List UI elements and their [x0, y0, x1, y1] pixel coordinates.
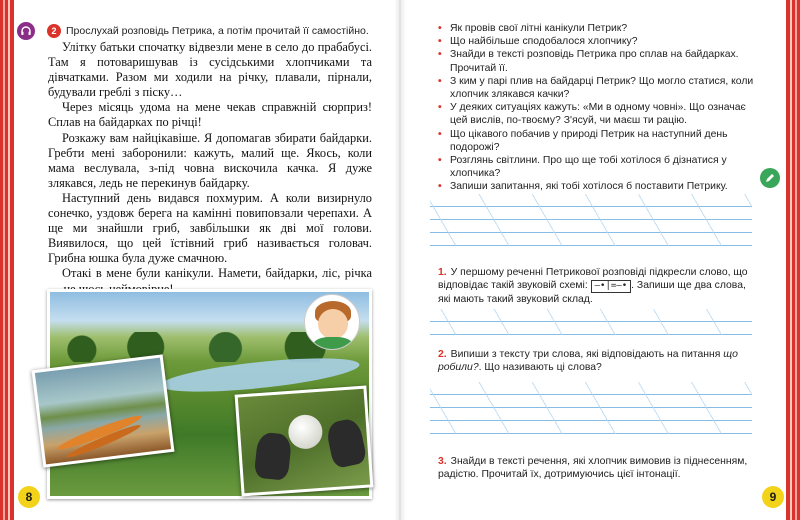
story-text — [48, 40, 372, 297]
book-spine — [394, 0, 406, 520]
exercise-number: 3. — [438, 456, 447, 467]
exercise-2 — [438, 348, 758, 375]
bullet-question: • Як провів свої літні канікули Петрик? — [438, 22, 758, 35]
exercise-1 — [438, 266, 758, 307]
mushroom-photo — [235, 386, 374, 497]
story-paragraph: Наступний день видався похмурим. А коли визирнуло сонечко, уздовж берега на камінні повиповзали черепахи. А ще ми знайшли гриб, завбільшки як дві мої голови. Виявилося, що цей їстівний гриб називається головач. Грибна юшка була дуже смачною. — [48, 190, 372, 266]
mushroom-image — [238, 389, 370, 494]
exercise-text: У першому реченні Петрикової розповіді підкресли слово, що відповідає такій звуковій схемі: — [438, 267, 748, 292]
headphones-icon[interactable] — [17, 22, 35, 40]
bullet-question: • Знайди в тексті розповідь Петрика про сплав на байдарках. Прочитай її. — [438, 48, 758, 74]
task-intro: Прослухай розповідь Петрика, а потім прочитай її самостійно. — [66, 25, 369, 37]
exercise-italic: що робили? — [438, 349, 738, 374]
story-paragraph: Розкажу вам найцікавіше. Я допомагав збирати байдарки. Гребти мені заборонили: кажуть, малий ще. Якось, коли мама веслувала, з-під човна вискочила качка. Я дуже злякався, ледь не перекинув байдарку. — [48, 130, 372, 190]
story-paragraph: Через місяць удома на мене чекав справжній сюрприз! Сплав на байдарках по річці! — [48, 100, 372, 130]
page-edge-right — [786, 0, 800, 520]
page-number-left: 8 — [18, 486, 40, 508]
story-paragraph: Улітку батьки спочатку відвезли мене в село до прабабусі. Там я потоваришував із сусідськими хлопчиками та дівчатками. Разом ми ходили на річку, плавали, пірнали, будували греблі з піску… — [48, 40, 372, 100]
writing-lines-2[interactable] — [430, 309, 752, 335]
boy-avatar — [304, 294, 360, 350]
exercise-3 — [438, 455, 758, 482]
shoe-shape — [254, 432, 293, 481]
bullet-question: • З ким у парі плив на байдарці Петрик? Що могло статися, коли хлопчик злякався качки? — [438, 75, 758, 101]
pencil-icon — [760, 168, 780, 188]
exercise-text: Знайди в тексті речення, які хлопчик вимовив із піднесенням, радістю. Прочитай їх, дотримуючись цієї інтонації. — [438, 456, 748, 481]
bullet-question: • Розглянь світлини. Про що ще тобі хотілося б дізнатися у хлопчика? — [438, 154, 758, 180]
boy-shirt — [313, 337, 353, 350]
exercise-text: Випиши з тексту три слова, які відповідають на питання — [450, 349, 724, 360]
kayaks-image — [35, 358, 171, 465]
story-paragraph: Отакі в мене були канікули. Намети, байдарки, ліс, річка — [62, 266, 372, 281]
page-number-right: 9 — [762, 486, 784, 508]
bullet-question: • Запиши запитання, які тобі хотілося б поставити Петрику. — [438, 180, 758, 193]
task-number-badge: 2 — [47, 24, 61, 38]
writing-lines-3[interactable] — [430, 382, 752, 434]
page-edge-left — [0, 0, 14, 520]
bullet-question: • Що цікавого побачив у природі Петрик на наступний день подорожі? — [438, 128, 758, 154]
question-bullets — [438, 22, 758, 194]
exercise-text: . Що називають ці слова? — [478, 362, 602, 374]
shoe-shape — [325, 417, 368, 469]
exercise-number: 2. — [438, 349, 447, 360]
writing-lines-1[interactable] — [430, 194, 752, 246]
exercise-text: . Запиши ще два слова, які мають такий звуковий склад. — [438, 280, 746, 306]
bullet-question: • Що найбільше сподобалося хлопчику? — [438, 35, 758, 48]
bullet-question: • У деяких ситуаціях кажуть: «Ми в одному човні». Що означає цей вислів, по-твоєму? З'ясуй, чи маєш ти рацію. — [438, 101, 758, 127]
mushroom-shape — [287, 414, 323, 450]
sound-scheme: –•|=–• — [591, 280, 632, 293]
kayaks-photo — [32, 354, 175, 467]
boy-face — [318, 309, 348, 339]
exercise-number: 1. — [438, 267, 447, 278]
